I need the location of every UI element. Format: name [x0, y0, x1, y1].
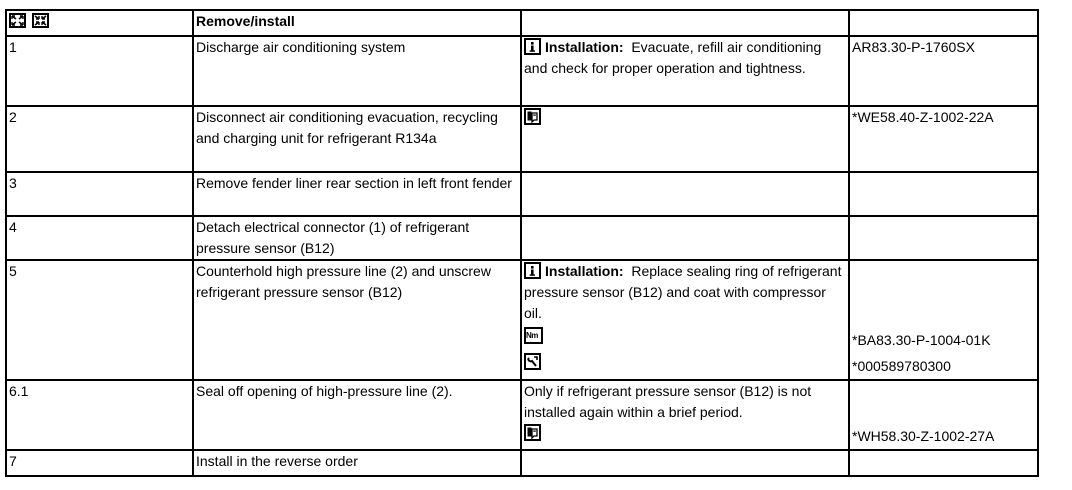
table-row — [6, 260, 1038, 380]
info-icon — [524, 38, 541, 55]
tool-line — [524, 352, 846, 378]
step-action: Install in the reverse order — [193, 450, 521, 476]
step-reference — [849, 172, 1038, 216]
step-action: Remove fender liner rear section in left front fender — [193, 172, 521, 216]
expand-all-icon[interactable] — [9, 13, 26, 28]
info-icon — [524, 262, 541, 279]
work-unit-icon — [524, 108, 541, 125]
step-note — [521, 380, 849, 450]
header-cell-step — [6, 10, 193, 36]
step-number: 5 — [6, 260, 193, 380]
step-action: Discharge air conditioning system — [193, 36, 521, 106]
work-unit-icon — [524, 424, 541, 441]
step-number: 7 — [6, 450, 193, 476]
installation-label: Installation: — [545, 263, 624, 279]
note-text: Replace sealing ring of refrigerant pressure sensor (B12) and coat with compressor oil. — [524, 263, 842, 321]
step-number: 2 — [6, 106, 193, 172]
header-notes — [521, 10, 849, 36]
note-text: Only if refrigerant pressure sensor (B12) is not installed again within a brief period. — [524, 383, 812, 420]
work-unit-line — [524, 423, 846, 444]
table-row — [6, 450, 1038, 476]
step-note — [521, 216, 849, 260]
step-note — [521, 172, 849, 216]
tool-reference-link[interactable]: *000589780300 — [852, 358, 951, 374]
step-reference-link[interactable]: AR83.30-P-1760SX — [849, 36, 1038, 106]
step-reference-link[interactable]: *WE58.40-Z-1002-22A — [849, 106, 1038, 172]
step-action: Detach electrical connector (1) of refrigerant pressure sensor (B12) — [193, 216, 521, 260]
step-reference — [849, 450, 1038, 476]
step-number: 4 — [6, 216, 193, 260]
header-title: Remove/install — [193, 10, 521, 36]
step-reference — [849, 380, 1038, 450]
ref-spacer — [852, 381, 1035, 423]
table-header-row — [6, 10, 1038, 36]
step-note — [521, 36, 849, 106]
collapse-all-icon[interactable] — [32, 13, 49, 28]
torque-icon-label: Nm — [526, 331, 538, 340]
table-row — [6, 172, 1038, 216]
step-note — [521, 450, 849, 476]
table-row — [6, 216, 1038, 260]
header-refs — [849, 10, 1038, 36]
installation-label: Installation: — [545, 39, 624, 55]
step-action: Counterhold high pressure line (2) and unscrew refrigerant pressure sensor (B12) — [193, 260, 521, 380]
special-tool-icon — [524, 353, 541, 370]
step-note — [521, 106, 849, 172]
procedure-table — [5, 9, 1039, 477]
step-number: 1 — [6, 36, 193, 106]
step-reference — [849, 260, 1038, 380]
ref-spacer — [852, 261, 1035, 327]
step-number: 3 — [6, 172, 193, 216]
note-text: Evacuate, refill air conditioning and check for proper operation and tightness. — [524, 39, 822, 76]
table-row — [6, 380, 1038, 450]
table-row — [6, 36, 1038, 106]
work-unit-reference-link[interactable]: *WH58.30-Z-1002-27A — [852, 428, 995, 444]
torque-reference-link[interactable]: *BA83.30-P-1004-01K — [852, 332, 991, 348]
table-row — [6, 106, 1038, 172]
torque-icon — [524, 327, 543, 344]
torque-line — [524, 326, 846, 352]
step-number: 6.1 — [6, 380, 193, 450]
step-note — [521, 260, 849, 380]
step-action: Seal off opening of high-pressure line (2). — [193, 380, 521, 450]
step-reference — [849, 216, 1038, 260]
step-action: Disconnect air conditioning evacuation, recycling and charging unit for refrigerant R134a — [193, 106, 521, 172]
